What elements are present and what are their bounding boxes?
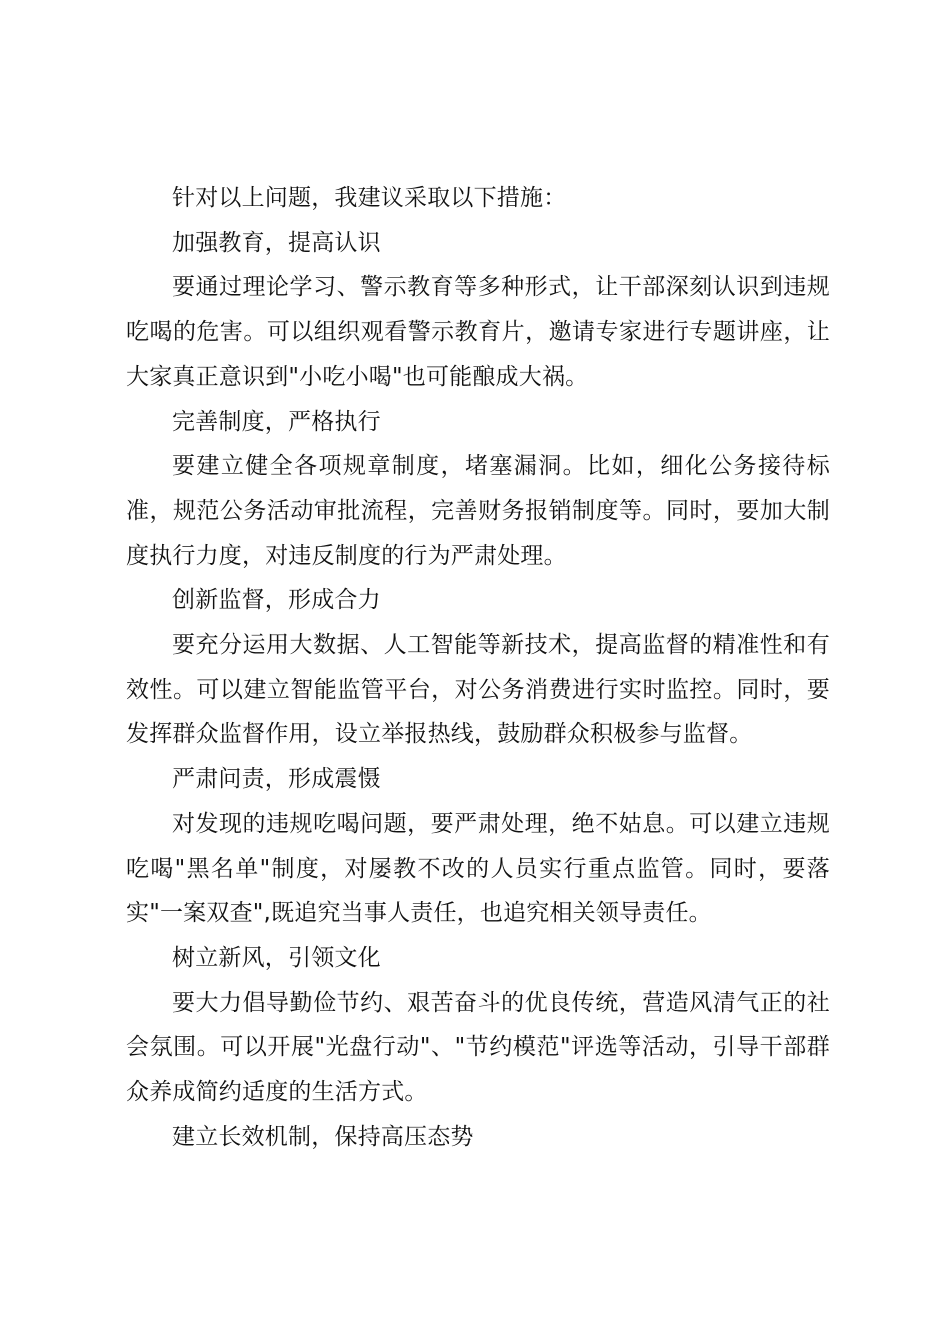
paragraph-system: 要建立健全各项规章制度，堵塞漏洞。比如，细化公务接待标准，规范公务活动审批流程，完善财务报销制度等。同时，要加大制度执行力度，对违反制度的行为严肃处理。 [126, 453, 830, 569]
intro-paragraph: 针对以上问题，我建议采取以下措施： [172, 185, 567, 211]
paragraph-accountability: 对发现的违规吃喝问题，要严肃处理，绝不姑息。可以建立违规吃喝"黑名单"制度，对屡教不改的人员实行重点监管。同时，要落实"一案双查",既追究当事人责任，也追究相关领导责任。 [126, 810, 830, 927]
heading-culture: 树立新风，引领文化 [172, 944, 381, 971]
heading-education: 加强教育，提高认识 [172, 229, 381, 256]
document-body [126, 176, 830, 1159]
heading-supervision: 创新监督，形成合力 [172, 587, 381, 614]
heading-mechanism: 建立长效机制，保持高压态势 [172, 1123, 474, 1150]
paragraph-supervision: 要充分运用大数据、人工智能等新技术，提高监督的精准性和有效性。可以建立智能监管平台，对公务消费进行实时监控。同时，要发挥群众监督作用，设立举报热线，鼓励群众积极参与监督。 [126, 632, 830, 748]
heading-system: 完善制度，严格执行 [172, 408, 381, 435]
paragraph-education: 要通过理论学习、警示教育等多种形式，让干部深刻认识到违规吃喝的危害。可以组织观看警示教育片，邀请专家进行专题讲座，让大家真正意识到"小吃小喝"也可能酿成大祸。 [126, 274, 830, 390]
paragraph-culture: 要大力倡导勤俭节约、艰苦奋斗的优良传统，营造风清气正的社会氛围。可以开展"光盘行动"、"节约模范"评选等活动，引导干部群众养成简约适度的生活方式。 [126, 989, 830, 1106]
heading-accountability: 严肃问责，形成震慑 [172, 766, 381, 793]
